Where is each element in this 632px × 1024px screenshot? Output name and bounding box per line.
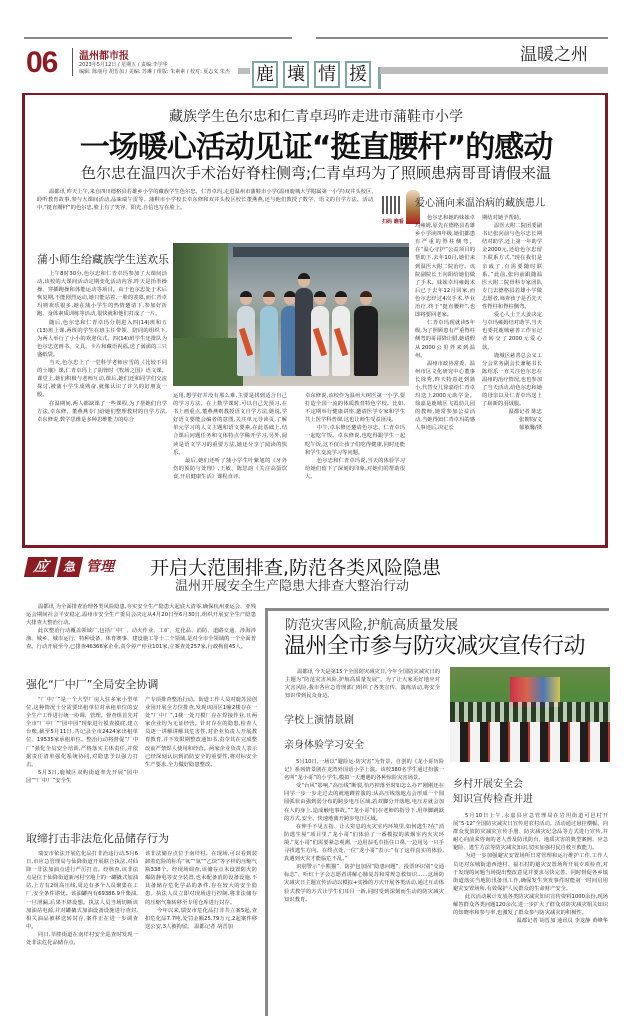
paragraph: 产专项排查整治行动。街道工作人员对鹿苏园创业园开展全方位排查,发现该园区1幢2楼存在一处“厂中厂”,1楼一处刀模厂存在焊接作业,且两家企业均为无证经营。针对存在的隐患,检查人员逐一讲解讲解其危害性,对企业负责人开展教育教育,并下发限期整改通知书,责令其在完成整改前严禁焊人使用和经营。两家企业负责人表示已经深刻认识到消防安全的重要性,将对标安全生产要求,全力做好隐患整改。 — [145, 697, 257, 768]
story1-lead: 温都讯 昨天上午,来自四川德格县若雄乡小学的藏族学生色尔忠、仁青卓玛,走进温州市蒲鞋市小学(温州鹿城大学附属第一小学)双井头校区,聆听教育故事,参与大课间活动,品味端午雷等。蒲鞋市小学校长卓东修和双井头校区校长董燕燕,还与他们教授了数学、语文的自学方法。活动中,“挺直腰杆”的色尔忠,脸上有了笑容、阳光,自信也写在脸上。 — [37, 189, 373, 212]
school-drill-photo — [450, 667, 610, 762]
story1-col1 — [37, 270, 167, 424]
paragraph: 中午,卓东修还邀请色尔忠、仁青卓玛一起吃午饭。卓东修说,也吃得跟学生一起吃午饭,这不仅让孩子们吃得健康,同时还能和学生交流学习等问题。 — [305, 425, 405, 456]
paragraph: 在温期间,两人都缺课了一些课程,为了帮她们自学方法,卓东修、董燕燕专门给她们整理教材的自学方法,卓东修说,数学思维是多种思维能力的综合 — [37, 400, 167, 423]
byline: 郁敏馨/摄 — [519, 425, 542, 432]
story1-subhead: 色尔忠在温四次手术治好脊柱侧弯;仁青卓玛为了照顾患病哥哥请假来温 — [80, 164, 552, 182]
paragraph: 今年以来,瑞安市危化品打非共立案5起,查扣危化品7.7吨,处罚金额25.79万元,2起案件移送公安,3人被拘留。 温都记者 胡晋加 — [145, 907, 257, 930]
paragraph: 运用,想学好并没有那么难,主要是找到适合自己的学习方法。在上数学课时,可以自己先预习,在书上画重点,董燕燕则教授语文自学方法,她说,学好语文要能会编者的意图,关注单元导读页,了解单元学习的人文主题和语文要素,在此基础上,结合课后问题任务和文体特点学稀开学习,另外,阅读是语文学习的重要方法,她还分享了阅读的快乐。 — [173, 393, 287, 456]
story2-sub2-left — [26, 850, 138, 947]
paragraph: 仁青卓玛现就读5年级,为了照顾患有严重脊柱侧弯的哥哥降让腊,她请假从2000公里外来到温州。 — [415, 320, 475, 359]
paragraph: 受“台风”影响,“高压线”断裂,恰巧掉落至时如怎么办?“刚刚还在同学一步一步走过去的就地蹲着演的:从高压线落地点会形成一个圆圆弧状由强到弱分布的跨步电压区域,若双脚分开落地,电压差就会加在人的身上,造成触电事故。”“龙小哥”们在老师的指导下,用单脚跳跃的方式,安全、快速地离开跨步电压区域。 — [284, 783, 444, 822]
paragraph: “厂中厂”是一个大型厂房入驻多家小型单位,这种情况十分需要出租单位对承租单位的安全生产工作进行统一协调、管理。督查组首先对全市“厂中厂”“园中园”现象进行摸查摸底,建立台账,截至5月11日,共记录全市2424家出租单位、19535家承租单位。整治行动将督促“厂中厂”强化全员安全培训,严格落实主体责任,并依据责任清单强化系统协同,对隐患予以强力打击。 — [26, 697, 138, 768]
story2-subhead: 温州开展安全生产隐患大排查大整治行动 — [175, 579, 410, 594]
story2-sub2-title: 取缔打击非法危化品储存行为 — [26, 832, 169, 845]
badge-char-1: 应 — [24, 557, 58, 577]
column-tag-2: 壤 — [283, 61, 309, 88]
column-bar-right — [380, 67, 608, 74]
paragraph: 识别警示“小熊猫”、防护包加固“隐患问题”、投票环识别“交通标志”、听红十字会志愿者讲解心肺复苏和常规急救知识……这场防灾减灾日主题宣传活动以模拟+实操的方式开展各类活动,通过互动体验式教学的方式让学生们耳目一新,同时受到深刻而生动的防灾减灾知识教育。 — [284, 864, 444, 903]
paragraph: 色尔忠和仁青卓玛说,当天的体验学习给她们留下了深刻的印象,对她们的帮助很大。 — [305, 457, 405, 480]
paragraph: 温医大附二院团委副书记张向前与色尔忠长期结对助学,还上第一年助学金2000元,还给色尔忠留下联系方式,“现在我们是亲戚了,有需要随时联系。”此前,张向前跟随温医大附二院骨科专家团队专门去德格县若雄小学做志愿者,筛查孩子是否先天性脊柱和脊柱侧弯。 — [482, 223, 542, 311]
story1-col2 — [173, 392, 287, 481]
paragraph: 同日,莘塍街道在南垟村安全巡查时发现一处非法危化品储存点, — [26, 931, 138, 947]
byline: 温都记者 胡晋加 通讯员 李龙静 黄峰华 — [516, 918, 608, 925]
story1-col5 — [482, 214, 542, 433]
column-tag-3: 情 — [314, 61, 340, 88]
story2-sub1-left — [26, 696, 138, 785]
paragraph: 当天,色尔忠上了一堂科学老师应雪的《比较不同的土壤》课,仁青卓玛上了胡蓉时《牧场之国》语文课。课堂上,她们积极与老师互动,课后,她们还和同学们交流探讨,被蒲小学生成熟奋,就像认识了许久的好朋友一般。 — [37, 360, 167, 399]
story3-sub2-title-line1: 乡村开展安全会 — [453, 779, 523, 790]
paper-name: 温州都市报 — [79, 51, 129, 62]
story2-sub1-right — [145, 696, 257, 769]
paragraph: 卓东修说,该校作为温州大树医第一小学,要打造全国一流的体质教育特色学校。比如,不定期举行健康讲座,邀请医学专家和学生共上医学科普课,这也让师生受益匪浅。 — [305, 393, 405, 424]
paragraph: 5月10日上午,永嘉县应急管理局在岩坦街道可邑村开展“5·12”全国防灾减灾日宣传进农村活动。活动通过悬挂横幅、向群众发放防灾减灾宣传手册、防灾减灾纪念品等方式进行宣传,并耐心向前来咨询的老人普及防汛防台、地质灾害的典型案例、应急避险、逃生方法等防灾减灾知识,切实加强村民自救互救能力。 — [453, 813, 609, 852]
column-tag-4: 援 — [345, 61, 371, 88]
date-line: 2023年5月12日 / 星期五 / 责编:李学华 — [79, 62, 168, 68]
byline: 张朝钧/文 — [519, 417, 542, 424]
top-rule-right — [316, 37, 608, 39]
column-bar-left — [238, 68, 250, 74]
staff-line: 编辑: 陈丽丹 胡晋加 / 美编: 苏琳 / 组版: 朱素素 / 校对: 夏志义 朱杰 — [79, 69, 230, 75]
paragraph: 5月10日,一场以“避险运·防灾害”为背景、自创的《龙小哥历险记》系列情景剧在龙湾外国语小学上演。该校380名学生通过扮演一名叫“龙小哥”的小学生,模拟一天遭遇的各种惊险灾害场景。 — [284, 759, 444, 782]
paragraph: 为进一步加强避灾安置场所日常管理和运行维护工作,工作人员还对东城街道西池村、福石村的避灾安置场所开展专项检查,对于发现的问题当场提出整改意见并要求尽快完善。同时督促各乡镇街道落实当地防汛备汛工作,确保发生突发事件时能第一时间启用避灾安置场所,有效保护人民群众的生命财产安全。 — [453, 853, 608, 892]
story1-col3 — [305, 392, 405, 481]
paragraph: 该非法储存点位于南垟村。在现场,可以看到装卸着危险的标有“氧”“氩”“乙炔”等字样的压缩气瓶338个。经现场调查,该储存点未设置防火防爆防静电等安全装置,也未配备消防设备设施,不具备储存危化学品的条件,存在较大的安全隐患。执法人员立即对现场进行控制,将非法储存的压缩气瓶转移至专用仓库进行封存。 — [145, 851, 257, 906]
story3-sub2-body — [453, 812, 608, 925]
story1-kicker: 藏族学生色尔忠和仁青卓玛昨走进市蒲鞋市小学 — [169, 109, 463, 125]
story3-lead: 温都讯 今天是第15个全国防灾减灾日,今年全国防灾减灾日的主题为“防范灾害风险,护航高质量发展”。为了让大家更好地应对灾害风险,我市各应急管理部门组织了各类宣传、演练活动,将安全知识带到民众身边。 — [285, 669, 440, 700]
story1-sub2-title: 爱心涌向来温治病的藏族患儿 — [415, 198, 545, 209]
students-group-photo — [173, 243, 409, 386]
story3-sub1-body — [284, 758, 444, 904]
story1-sub1-title: 蒲小师生给藏族学生送欢乐 — [37, 253, 169, 266]
story1-headline: 一场暖心活动见证“挺直腰杆”的感动 — [79, 130, 553, 165]
paragraph: 色尔忠和她的妹妹卓玛雍姆,原先在德格县若雄乡小学读四年级,她们都患有严重的脊柱侧弯。在“温心守护”公益项目的帮助下,去年10月,她们来到温医大附二院治疗。该院副院长王向阳给她们做了手术。妹妹卓玛雍姆术后已于去年12月回家,而色尔忠经过4次手术,毕业治疗,终于“挺直腰杆”,也即将要回老家。 — [415, 215, 475, 319]
paragraph: 瑞安市依法开展危化品打非治违行动,5月6日,市应急管理局与仙降街道开展联合执法,对仙降一非法加油点进行严厉打击。经核查,该非法点是位于仙降街道新河村空地上的一罐撬式加油站,上方有2组高压线,周边有多个人员聚集在工厂,安全条件堪忧。该油罐内有69386.9升柴油,一旦泄漏,后果不堪设想。执法人员当场切断该加油站电源,并对罐撬式加油设备设施进行查封,相关油品被移送转封存,案件正在进一步调查中。 — [26, 851, 138, 930]
paragraph: 在伸手不见五指、让人窒息的火灾室内环境里,如何逃生?在“消防逃生屋”项目里,“龙小哥”们体验了一番模拟的浓烟室内火灾环境,“龙小哥”们需要紧急观测,一边用湿毛巾捂住口鼻,一边用另一只手寻找逃生方向。在终点处,一位“龙小哥”表示:“有了这样真实的体验,真遇到火灾才能临危不乱。” — [284, 823, 444, 863]
top-rule — [24, 37, 292, 39]
story3-sub1-title-line2: 亲身体验学习安全 — [284, 740, 364, 751]
paragraph: 此次活动累计发放各类防灾减灾知识宣传资料1000余份,现场解答群众各类问题120余次,进一步扩大了群众对防灾减灾相关知识的知晓率和参与率,也激发了群众参与防灾减灾的积极性。 — [453, 893, 608, 917]
masthead-divider — [72, 48, 73, 76]
badge-char-2: 急 — [57, 557, 83, 577]
story2-lead — [26, 603, 256, 652]
paragraph: 期结对她予帮助。 — [482, 215, 525, 221]
page-number: 06 — [26, 46, 58, 79]
qr-code-icon[interactable] — [382, 196, 402, 214]
story3-kicker: 防范灾害风险,护航高质量发展 — [285, 618, 459, 633]
paragraph: 鹿城区慈善总会义工分会常务副会长兼秘书长陈绍乐一直关注色尔忠在温州的治疗情况,也也参加了当天活动,给色尔忠和她的母亲以及仁青卓玛送上了崭新的羽绒服。 — [482, 352, 542, 408]
paragraph: 此次整治行动覆盖领域广,包括厂中厂、动火作业、工矿、危化品、消防、道路交通、涉海涉渔、城乡、城市运行、特种设备、体育赛事、建设施工等十二个领域,是对全市全领域的一个全面普查。行动开展至今,已排查46366家企业,责令停产停业101家,立案查处257家,行政拘留45人。 — [26, 628, 256, 651]
paragraph: 最后,她们还听了蒲小学生叶紫旭的《牙外伤的预防与处理》,王敏、陈思韵《关注高蛋饮食,开启健康生活》课程直评。 — [173, 457, 287, 480]
section-title: 温暖之州 — [520, 45, 588, 65]
story3-headline: 温州全市参与防灾减灾宣传行动 — [284, 634, 586, 659]
badge-text: 管理 — [86, 559, 114, 575]
story2-sub2-right — [145, 850, 257, 931]
story1-col4 — [415, 214, 475, 433]
paragraph: 随后,色尔忠和仁青卓玛分别进入四(14)班和五(13)班上课,两班的学生在班主任带领、陪同的组织下,为两人举行了小小的欢迎仪式。四(14)班学生还排队为色尔忠送画书、文具、卡片和藏语祝福,送了満満的三只盛纸袋。 — [37, 319, 167, 358]
paragraph: 爱心人士王大姜决定与卓玛雍姆结对助学,当天也委托鹿城慈善工作室记者转交了2000元爱心款。 — [482, 312, 542, 351]
qr-label: 扫码 瞧看 — [382, 219, 404, 225]
column-tag-1: 鹿 — [252, 61, 278, 88]
byline: 温都记者 陈忠 — [508, 409, 542, 416]
paragraph: 上午8时30分,色尔忠和仁青卓玛参加了大课间活动,该校的大课间活动定期变化活动内容,昨天是抬拳操操、穿插跑操和体能运动等项目。由于色尔忠处于术后恢复期,不能剧烈运动,她只能站着,一脸的羡慕,而仁青卓玛则欢乐很多,她在蒲小学生的热情邀请下,参加好折跑、身体素质训练等活动,很快就和他们打成了一片。 — [37, 271, 167, 318]
story3-sub1-title-line1: 学校上演情景剧 — [284, 715, 354, 726]
paragraph: 温都讯 为全面排查治理各类风险隐患,夯实安全生产隐患大起底大清零,确保杭州亚运会、亚残运会期间社会平安稳定,温州市安全生产委员会决定从4月20日至6月30日,组织开展安全生产隐患大排查大整治行动。 — [26, 604, 256, 627]
paragraph: 5月3日,鹿城区双屿街道率先开展“园中园”“厂中厂”安全生 — [26, 769, 138, 784]
story3-sub2-title-line2: 知识宣传检查并进 — [453, 794, 533, 805]
story2-sub1-title: 强化“厂中厂”全局安全协调 — [26, 678, 159, 691]
paragraph: 温州市政协常委、温州市区文化研究中心董事长徐秀,昨天特意赶到蒲小,代替女儿徐嘉给仁青卓玛送上2000元助学金。徐嘉是鹿城区飞霞幼儿园的教师,她常参加公益活动,当她得知仁青卓玛的感人事迹后,决定长 — [415, 360, 475, 432]
story2-headline: 开启大范围排查,防范各类风险隐患 — [150, 557, 442, 579]
